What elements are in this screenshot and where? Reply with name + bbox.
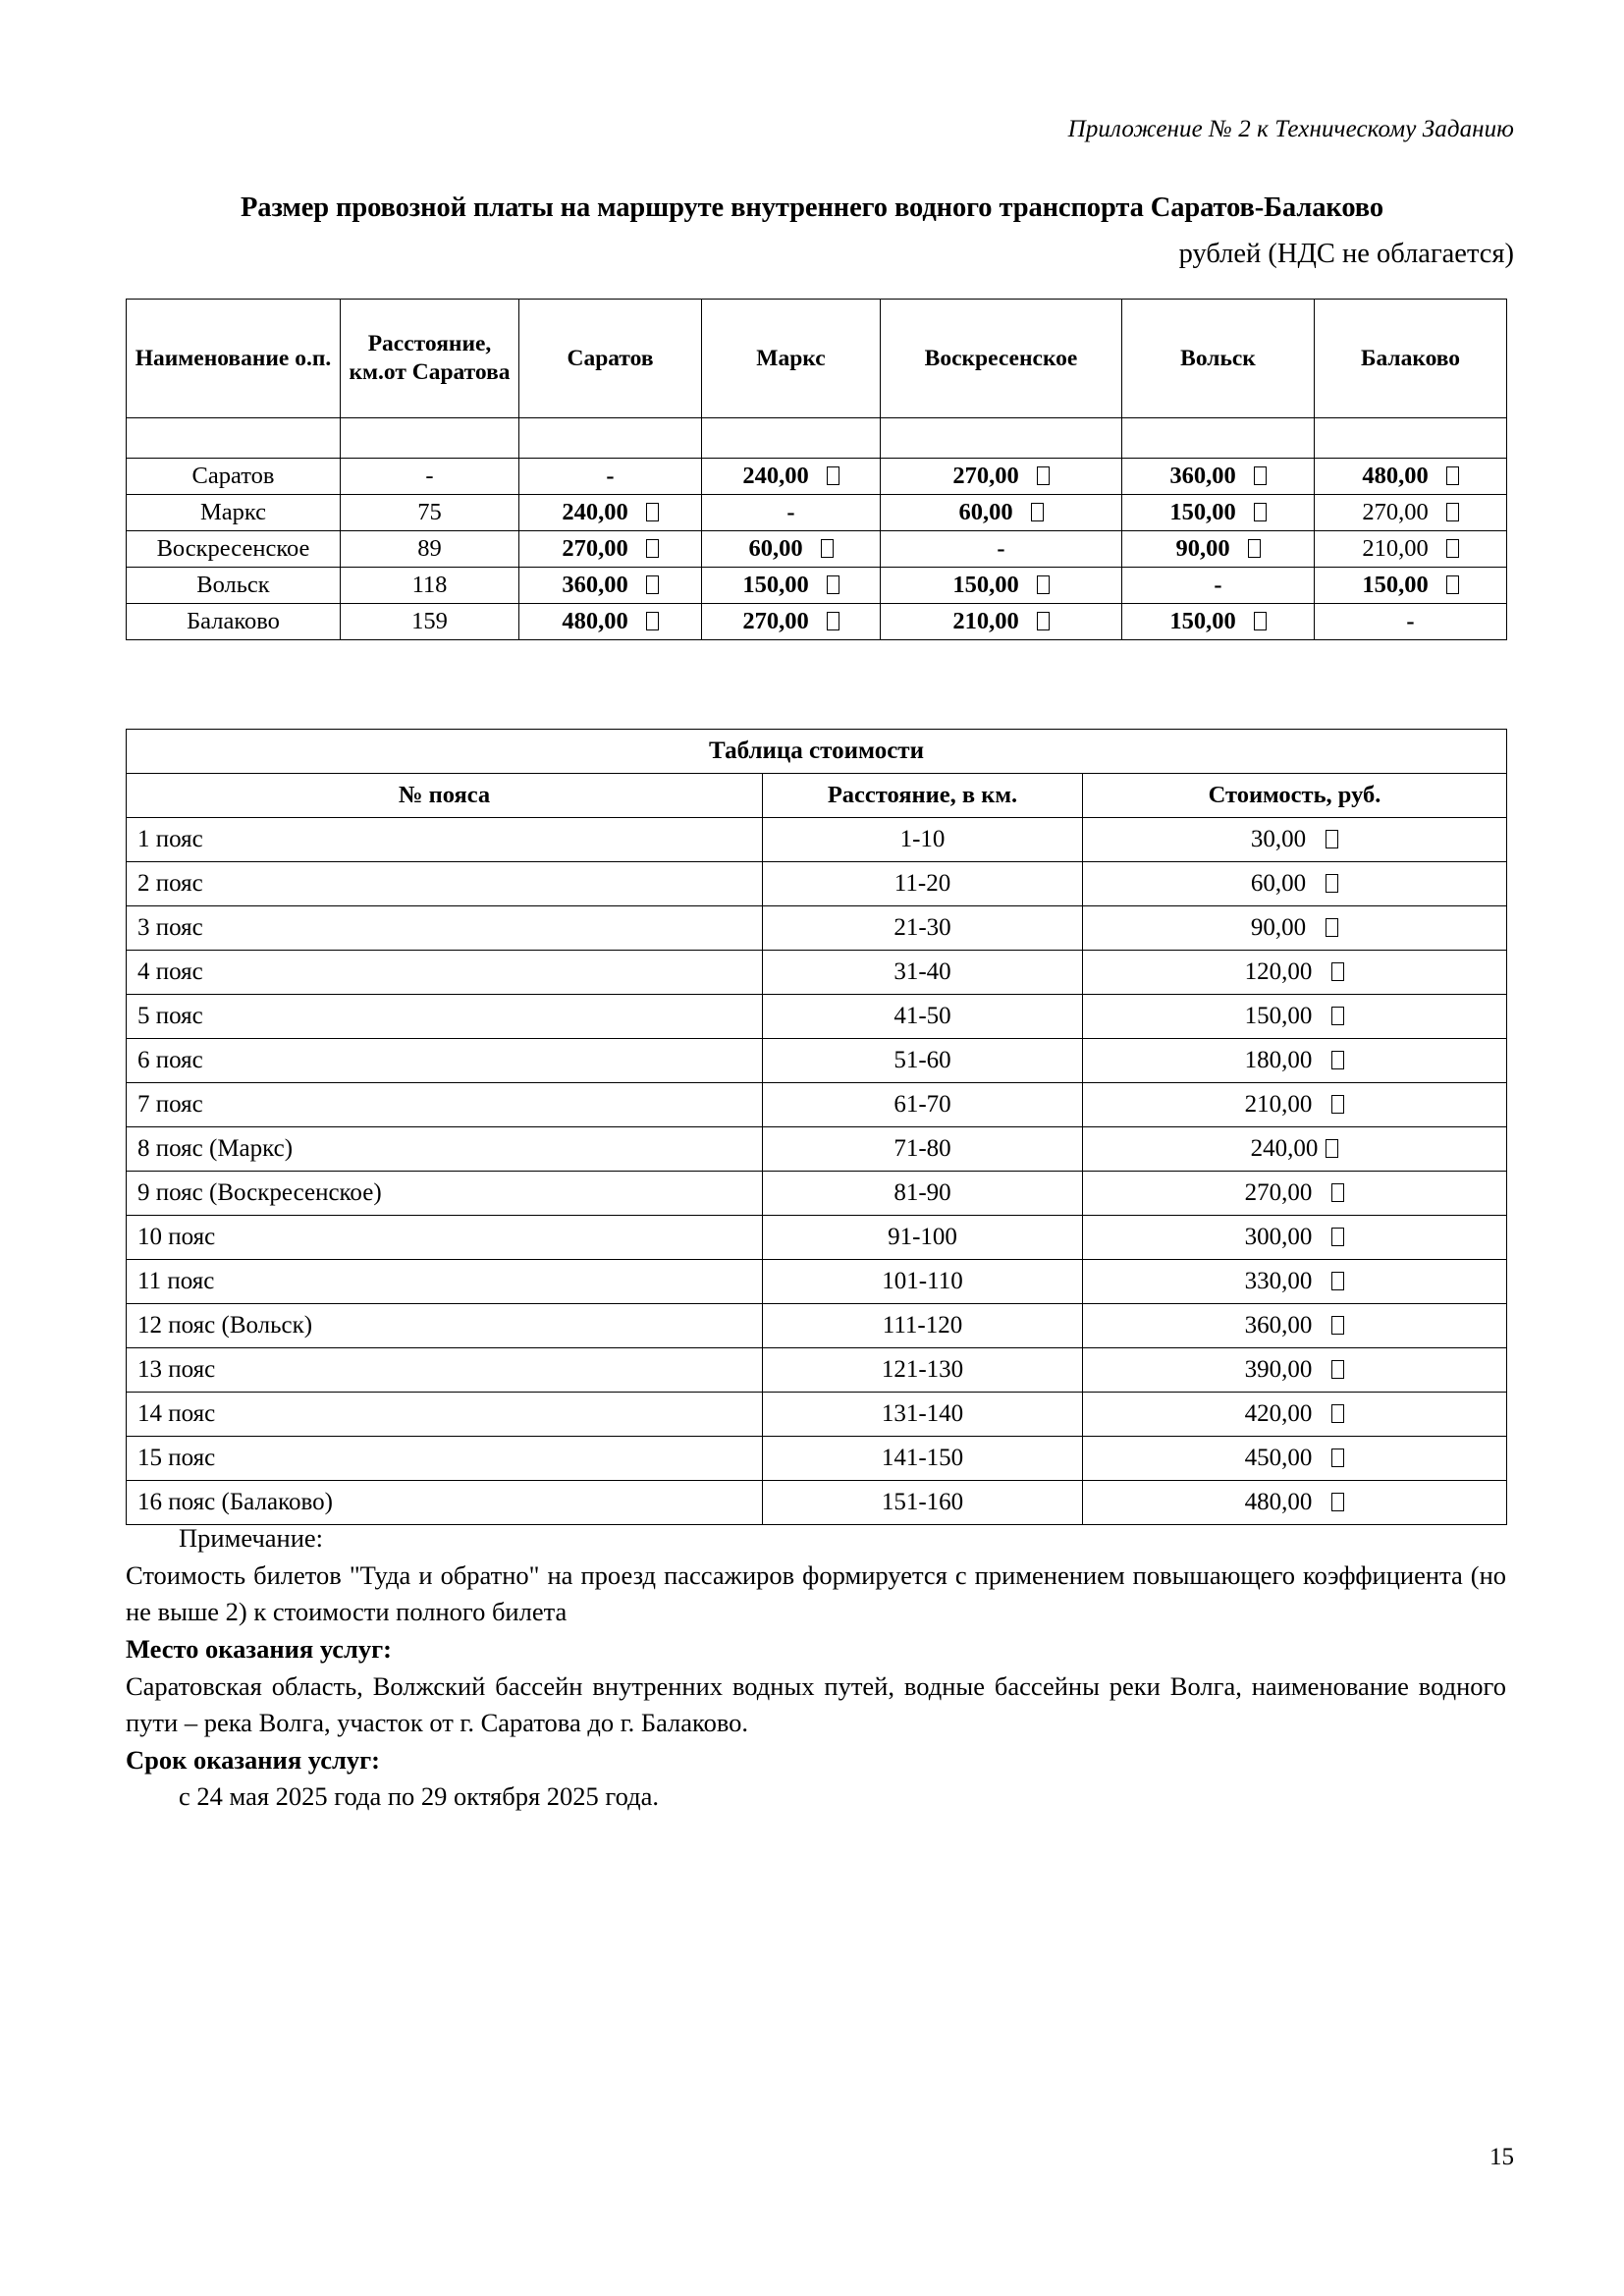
zone-distance-range: 71-80 bbox=[763, 1127, 1083, 1172]
table-row bbox=[127, 604, 1507, 640]
fare-amount-value: 270,00 bbox=[562, 535, 628, 562]
fare-amount-value: - bbox=[1214, 572, 1222, 598]
fare-amount-cell bbox=[1315, 495, 1507, 531]
zone-distance-range: 51-60 bbox=[763, 1039, 1083, 1083]
notes-section bbox=[126, 1520, 1506, 1816]
fare-amount-cell bbox=[1315, 531, 1507, 568]
ruble-sign-icon bbox=[1331, 1356, 1344, 1384]
missing-glyph-box-icon bbox=[1446, 466, 1459, 485]
fare-amount-cell bbox=[1122, 495, 1315, 531]
table-row bbox=[127, 1083, 1507, 1127]
zone-label: 3 пояс bbox=[127, 906, 763, 951]
ruble-sign-icon bbox=[1331, 1003, 1344, 1030]
table-row bbox=[127, 568, 1507, 604]
zone-distance-range: 121-130 bbox=[763, 1348, 1083, 1393]
missing-glyph-box-icon bbox=[1446, 503, 1459, 521]
fare-amount-value: 210,00 bbox=[952, 608, 1019, 634]
missing-glyph-box-icon bbox=[821, 539, 834, 558]
ruble-sign-icon bbox=[1031, 499, 1044, 526]
fare-amount-cell bbox=[1315, 459, 1507, 495]
ruble-sign-icon bbox=[821, 535, 834, 563]
zone-distance-range: 91-100 bbox=[763, 1216, 1083, 1260]
fare-empty-cell bbox=[881, 531, 1122, 568]
place-body: Саратовская область, Волжский бассейн внутренних водных путей, водные бассейны реки Волга, наименование водного пути – река Волга, участок от г. Саратова до г. Балаково. bbox=[126, 1670, 1506, 1738]
table-row bbox=[127, 1260, 1507, 1304]
table-row bbox=[127, 1481, 1507, 1525]
zone-price-cell bbox=[1083, 1393, 1507, 1437]
zone-label: 16 пояс (Балаково) bbox=[127, 1481, 763, 1525]
fare-amount-cell bbox=[702, 531, 881, 568]
fare-distance-value: 118 bbox=[341, 568, 519, 604]
missing-glyph-box-icon bbox=[1331, 1228, 1344, 1246]
fare-spacer-cell bbox=[702, 418, 881, 459]
fare-amount-cell bbox=[881, 495, 1122, 531]
fare-amount-cell bbox=[1315, 568, 1507, 604]
table-row bbox=[127, 995, 1507, 1039]
missing-glyph-box-icon bbox=[1037, 612, 1050, 630]
zone-label: 8 пояс (Маркс) bbox=[127, 1127, 763, 1172]
missing-glyph-box-icon bbox=[1031, 503, 1044, 521]
zone-price-cell bbox=[1083, 862, 1507, 906]
fare-amount-value: - bbox=[1406, 608, 1415, 634]
ruble-sign-icon bbox=[1446, 572, 1459, 599]
table-row bbox=[127, 818, 1507, 862]
page-title: Размер провозной платы на маршруте внутреннего водного транспорта Саратов-Балаково bbox=[240, 192, 1384, 223]
missing-glyph-box-icon bbox=[1331, 1272, 1344, 1290]
zone-price-cell bbox=[1083, 1437, 1507, 1481]
fare-amount-value: 60,00 bbox=[748, 535, 803, 562]
zone-distance-range: 131-140 bbox=[763, 1393, 1083, 1437]
fare-amount-value: 270,00 bbox=[1362, 499, 1429, 525]
missing-glyph-box-icon bbox=[1248, 539, 1261, 558]
missing-glyph-box-icon bbox=[646, 575, 659, 594]
ruble-sign-icon bbox=[1446, 535, 1459, 563]
fare-amount-value: 360,00 bbox=[562, 572, 628, 598]
fare-amount-cell bbox=[881, 604, 1122, 640]
ruble-sign-icon bbox=[1037, 572, 1050, 599]
zone-table-body bbox=[127, 818, 1507, 1525]
zone-price-cell bbox=[1083, 1127, 1507, 1172]
zone-distance-range: 21-30 bbox=[763, 906, 1083, 951]
ruble-sign-icon bbox=[1331, 1312, 1344, 1339]
zone-price-cell bbox=[1083, 1172, 1507, 1216]
fare-amount-cell bbox=[702, 604, 881, 640]
zone-label: 4 пояс bbox=[127, 951, 763, 995]
fare-empty-cell bbox=[702, 495, 881, 531]
fare-spacer-cell bbox=[881, 418, 1122, 459]
zone-label: 11 пояс bbox=[127, 1260, 763, 1304]
ruble-sign-icon bbox=[646, 608, 659, 635]
zone-label: 15 пояс bbox=[127, 1437, 763, 1481]
fare-amount-value: 480,00 bbox=[562, 608, 628, 634]
fare-amount-value: 360,00 bbox=[1169, 463, 1236, 489]
zone-price-value: 390,00 bbox=[1244, 1356, 1313, 1383]
table-row bbox=[127, 951, 1507, 995]
missing-glyph-box-icon bbox=[827, 612, 839, 630]
fare-amount-value: 480,00 bbox=[1362, 463, 1429, 489]
fare-amount-value: - bbox=[606, 463, 615, 489]
fare-spacer-cell bbox=[127, 418, 341, 459]
zone-price-cell bbox=[1083, 1216, 1507, 1260]
fare-stop-name: Воскресенское bbox=[127, 531, 341, 568]
fare-amount-cell bbox=[1122, 531, 1315, 568]
zone-label: 13 пояс bbox=[127, 1348, 763, 1393]
missing-glyph-box-icon bbox=[1331, 962, 1344, 981]
zone-label: 5 пояс bbox=[127, 995, 763, 1039]
fare-amount-cell bbox=[1122, 604, 1315, 640]
missing-glyph-box-icon bbox=[827, 466, 839, 485]
fare-amount-value: 60,00 bbox=[958, 499, 1013, 525]
ruble-sign-icon bbox=[1326, 914, 1338, 942]
missing-glyph-box-icon bbox=[1331, 1051, 1344, 1069]
zone-distance-range: 111-120 bbox=[763, 1304, 1083, 1348]
missing-glyph-box-icon bbox=[1254, 466, 1267, 485]
table-row bbox=[127, 1437, 1507, 1481]
table-row bbox=[127, 495, 1507, 531]
fare-distance-value: 89 bbox=[341, 531, 519, 568]
fare-spacer-cell bbox=[519, 418, 702, 459]
zone-table-header-row bbox=[127, 774, 1507, 818]
fare-stop-name: Вольск bbox=[127, 568, 341, 604]
fare-amount-value: - bbox=[997, 535, 1005, 562]
missing-glyph-box-icon bbox=[646, 503, 659, 521]
ruble-sign-icon bbox=[1331, 958, 1344, 986]
fare-header-saratov: Саратов bbox=[519, 300, 702, 418]
fare-amount-value: 270,00 bbox=[952, 463, 1019, 489]
table-row bbox=[127, 862, 1507, 906]
fare-amount-value: 150,00 bbox=[742, 572, 809, 598]
zone-price-value: 420,00 bbox=[1244, 1400, 1313, 1427]
fare-amount-cell bbox=[1122, 459, 1315, 495]
fare-header-stop-name: Наименование о.п. bbox=[127, 300, 341, 418]
ruble-sign-icon bbox=[827, 572, 839, 599]
zone-table-caption-row bbox=[127, 730, 1507, 774]
zone-price-value: 210,00 bbox=[1244, 1091, 1313, 1118]
term-body: с 24 мая 2025 года по 29 октября 2025 года. bbox=[179, 1781, 659, 1812]
term-heading: Срок оказания услуг: bbox=[126, 1744, 380, 1775]
zone-price-cell bbox=[1083, 995, 1507, 1039]
zone-distance-range: 41-50 bbox=[763, 995, 1083, 1039]
fare-amount-value: 240,00 bbox=[562, 499, 628, 525]
zone-price-value: 480,00 bbox=[1244, 1489, 1313, 1515]
zone-distance-range: 61-70 bbox=[763, 1083, 1083, 1127]
fare-stop-name: Саратов bbox=[127, 459, 341, 495]
ruble-sign-icon bbox=[1254, 463, 1267, 490]
ruble-sign-icon bbox=[827, 608, 839, 635]
fare-matrix-table bbox=[126, 299, 1507, 640]
missing-glyph-box-icon bbox=[1326, 830, 1338, 848]
fare-amount-cell bbox=[702, 568, 881, 604]
zone-distance-range: 151-160 bbox=[763, 1481, 1083, 1525]
zone-price-cell bbox=[1083, 818, 1507, 862]
fare-header-volsk: Вольск bbox=[1122, 300, 1315, 418]
notes-heading: Примечание: bbox=[179, 1523, 324, 1553]
zone-price-value: 30,00 bbox=[1250, 826, 1307, 852]
fare-amount-cell bbox=[519, 495, 702, 531]
zone-price-cell bbox=[1083, 906, 1507, 951]
missing-glyph-box-icon bbox=[1037, 575, 1050, 594]
fare-amount-cell bbox=[519, 531, 702, 568]
fare-amount-value: 150,00 bbox=[1169, 608, 1236, 634]
ruble-sign-icon bbox=[1326, 1135, 1338, 1163]
zone-label: 6 пояс bbox=[127, 1039, 763, 1083]
zone-price-cell bbox=[1083, 1039, 1507, 1083]
fare-stop-name: Маркс bbox=[127, 495, 341, 531]
fare-amount-value: 270,00 bbox=[742, 608, 809, 634]
fare-empty-cell bbox=[519, 459, 702, 495]
table-row bbox=[127, 1348, 1507, 1393]
ruble-sign-icon bbox=[1446, 499, 1459, 526]
fare-table-spacer-row bbox=[127, 418, 1507, 459]
table-row bbox=[127, 1393, 1507, 1437]
zone-price-value: 60,00 bbox=[1250, 870, 1307, 897]
fare-amount-cell bbox=[702, 459, 881, 495]
zone-price-value: 150,00 bbox=[1244, 1003, 1313, 1029]
missing-glyph-box-icon bbox=[1037, 466, 1050, 485]
missing-glyph-box-icon bbox=[1326, 874, 1338, 893]
fare-distance-value: - bbox=[341, 459, 519, 495]
fare-stop-name: Балаково bbox=[127, 604, 341, 640]
table-row bbox=[127, 459, 1507, 495]
zone-price-value: 180,00 bbox=[1244, 1047, 1313, 1073]
zone-price-value: 450,00 bbox=[1244, 1445, 1313, 1471]
ruble-sign-icon bbox=[1254, 608, 1267, 635]
zone-price-value: 330,00 bbox=[1244, 1268, 1313, 1294]
ruble-sign-icon bbox=[1331, 1489, 1344, 1516]
fare-amount-value: 150,00 bbox=[1362, 572, 1429, 598]
missing-glyph-box-icon bbox=[827, 575, 839, 594]
ruble-sign-icon bbox=[1326, 870, 1338, 898]
missing-glyph-box-icon bbox=[1331, 1449, 1344, 1467]
missing-glyph-box-icon bbox=[1331, 1007, 1344, 1025]
fare-amount-cell bbox=[519, 604, 702, 640]
fare-amount-cell bbox=[881, 568, 1122, 604]
missing-glyph-box-icon bbox=[1331, 1404, 1344, 1423]
ruble-sign-icon bbox=[1331, 1400, 1344, 1428]
table-row bbox=[127, 1127, 1507, 1172]
zone-price-value: 120,00 bbox=[1244, 958, 1313, 985]
ruble-sign-icon bbox=[1248, 535, 1261, 563]
table-row bbox=[127, 1216, 1507, 1260]
notes-body: Стоимость билетов "Туда и обратно" на проезд пассажиров формируется с применением повышающего коэффициента (но не выше 2) к стоимости полного билета bbox=[126, 1559, 1506, 1627]
missing-glyph-box-icon bbox=[1331, 1493, 1344, 1511]
fare-empty-cell bbox=[1315, 604, 1507, 640]
zone-header-range: Расстояние, в км. bbox=[763, 774, 1083, 818]
table-row bbox=[127, 531, 1507, 568]
zone-distance-range: 81-90 bbox=[763, 1172, 1083, 1216]
table-row bbox=[127, 906, 1507, 951]
ruble-sign-icon bbox=[1037, 608, 1050, 635]
ruble-sign-icon bbox=[1331, 1179, 1344, 1207]
fare-header-distance: Расстояние, км.от Саратова bbox=[341, 300, 519, 418]
ruble-sign-icon bbox=[646, 572, 659, 599]
fare-table-head bbox=[127, 300, 1507, 418]
fare-spacer-cell bbox=[1315, 418, 1507, 459]
zone-label: 2 пояс bbox=[127, 862, 763, 906]
page-number: 15 bbox=[1489, 2144, 1514, 2170]
zone-price-value: 360,00 bbox=[1244, 1312, 1313, 1339]
ruble-sign-icon bbox=[646, 535, 659, 563]
fare-distance-value: 159 bbox=[341, 604, 519, 640]
fare-amount-value: 150,00 bbox=[952, 572, 1019, 598]
ruble-sign-icon bbox=[1331, 1091, 1344, 1119]
table-row bbox=[127, 1039, 1507, 1083]
zone-distance-range: 11-20 bbox=[763, 862, 1083, 906]
missing-glyph-box-icon bbox=[1331, 1095, 1344, 1114]
ruble-sign-icon bbox=[646, 499, 659, 526]
zone-table-head bbox=[127, 730, 1507, 818]
fare-amount-value: 90,00 bbox=[1175, 535, 1230, 562]
ruble-sign-icon bbox=[1331, 1445, 1344, 1472]
zone-distance-range: 101-110 bbox=[763, 1260, 1083, 1304]
ruble-sign-icon bbox=[1331, 1047, 1344, 1074]
ruble-sign-icon bbox=[1037, 463, 1050, 490]
fare-amount-cell bbox=[519, 568, 702, 604]
fare-table-header-row bbox=[127, 300, 1507, 418]
zone-price-cell bbox=[1083, 1304, 1507, 1348]
fare-amount-value: 240,00 bbox=[742, 463, 809, 489]
missing-glyph-box-icon bbox=[1446, 575, 1459, 594]
fare-empty-cell bbox=[1122, 568, 1315, 604]
zone-distance-range: 1-10 bbox=[763, 818, 1083, 862]
page-subtitle: рублей (НДС не облагается) bbox=[1178, 239, 1514, 269]
zone-price-cell bbox=[1083, 1083, 1507, 1127]
fare-header-marks: Маркс bbox=[702, 300, 881, 418]
zone-price-cell bbox=[1083, 1348, 1507, 1393]
zone-distance-range: 31-40 bbox=[763, 951, 1083, 995]
place-heading: Место оказания услуг: bbox=[126, 1633, 392, 1664]
missing-glyph-box-icon bbox=[646, 612, 659, 630]
zone-header-number: № пояса bbox=[127, 774, 763, 818]
ruble-sign-icon bbox=[1326, 826, 1338, 853]
fare-distance-value: 75 bbox=[341, 495, 519, 531]
missing-glyph-box-icon bbox=[1254, 612, 1267, 630]
missing-glyph-box-icon bbox=[1326, 1139, 1338, 1158]
zone-table-caption: Таблица стоимости bbox=[127, 730, 1507, 774]
zone-price-cell bbox=[1083, 1481, 1507, 1525]
missing-glyph-box-icon bbox=[1446, 539, 1459, 558]
fare-spacer-cell bbox=[1122, 418, 1315, 459]
fare-amount-cell bbox=[881, 459, 1122, 495]
table-row bbox=[127, 1172, 1507, 1216]
zone-price-value: 270,00 bbox=[1244, 1179, 1313, 1206]
ruble-sign-icon bbox=[1446, 463, 1459, 490]
zone-header-price: Стоимость, руб. bbox=[1083, 774, 1507, 818]
zone-label: 12 пояс (Вольск) bbox=[127, 1304, 763, 1348]
appendix-reference: Приложение № 2 к Техническому Заданию bbox=[1067, 116, 1514, 142]
fare-header-balakovo: Балаково bbox=[1315, 300, 1507, 418]
fare-table-body bbox=[127, 418, 1507, 640]
ruble-sign-icon bbox=[827, 463, 839, 490]
ruble-sign-icon bbox=[1331, 1268, 1344, 1295]
fare-amount-value: 210,00 bbox=[1362, 535, 1429, 562]
missing-glyph-box-icon bbox=[646, 539, 659, 558]
missing-glyph-box-icon bbox=[1331, 1183, 1344, 1202]
fare-spacer-cell bbox=[341, 418, 519, 459]
zone-label: 10 пояс bbox=[127, 1216, 763, 1260]
zone-label: 14 пояс bbox=[127, 1393, 763, 1437]
fare-header-voskresenskoe: Воскресенское bbox=[881, 300, 1122, 418]
zone-price-table bbox=[126, 729, 1507, 1525]
zone-price-value: 240,00 bbox=[1250, 1135, 1319, 1162]
missing-glyph-box-icon bbox=[1326, 918, 1338, 937]
missing-glyph-box-icon bbox=[1331, 1316, 1344, 1335]
fare-amount-value: - bbox=[786, 499, 795, 525]
zone-label: 1 пояс bbox=[127, 818, 763, 862]
ruble-sign-icon bbox=[1331, 1224, 1344, 1251]
zone-price-cell bbox=[1083, 951, 1507, 995]
ruble-sign-icon bbox=[1254, 499, 1267, 526]
table-row bbox=[127, 1304, 1507, 1348]
missing-glyph-box-icon bbox=[1254, 503, 1267, 521]
zone-label: 7 пояс bbox=[127, 1083, 763, 1127]
fare-amount-value: 150,00 bbox=[1169, 499, 1236, 525]
missing-glyph-box-icon bbox=[1331, 1360, 1344, 1379]
zone-price-cell bbox=[1083, 1260, 1507, 1304]
zone-distance-range: 141-150 bbox=[763, 1437, 1083, 1481]
zone-price-value: 90,00 bbox=[1250, 914, 1307, 941]
zone-label: 9 пояс (Воскресенское) bbox=[127, 1172, 763, 1216]
zone-price-value: 300,00 bbox=[1244, 1224, 1313, 1250]
